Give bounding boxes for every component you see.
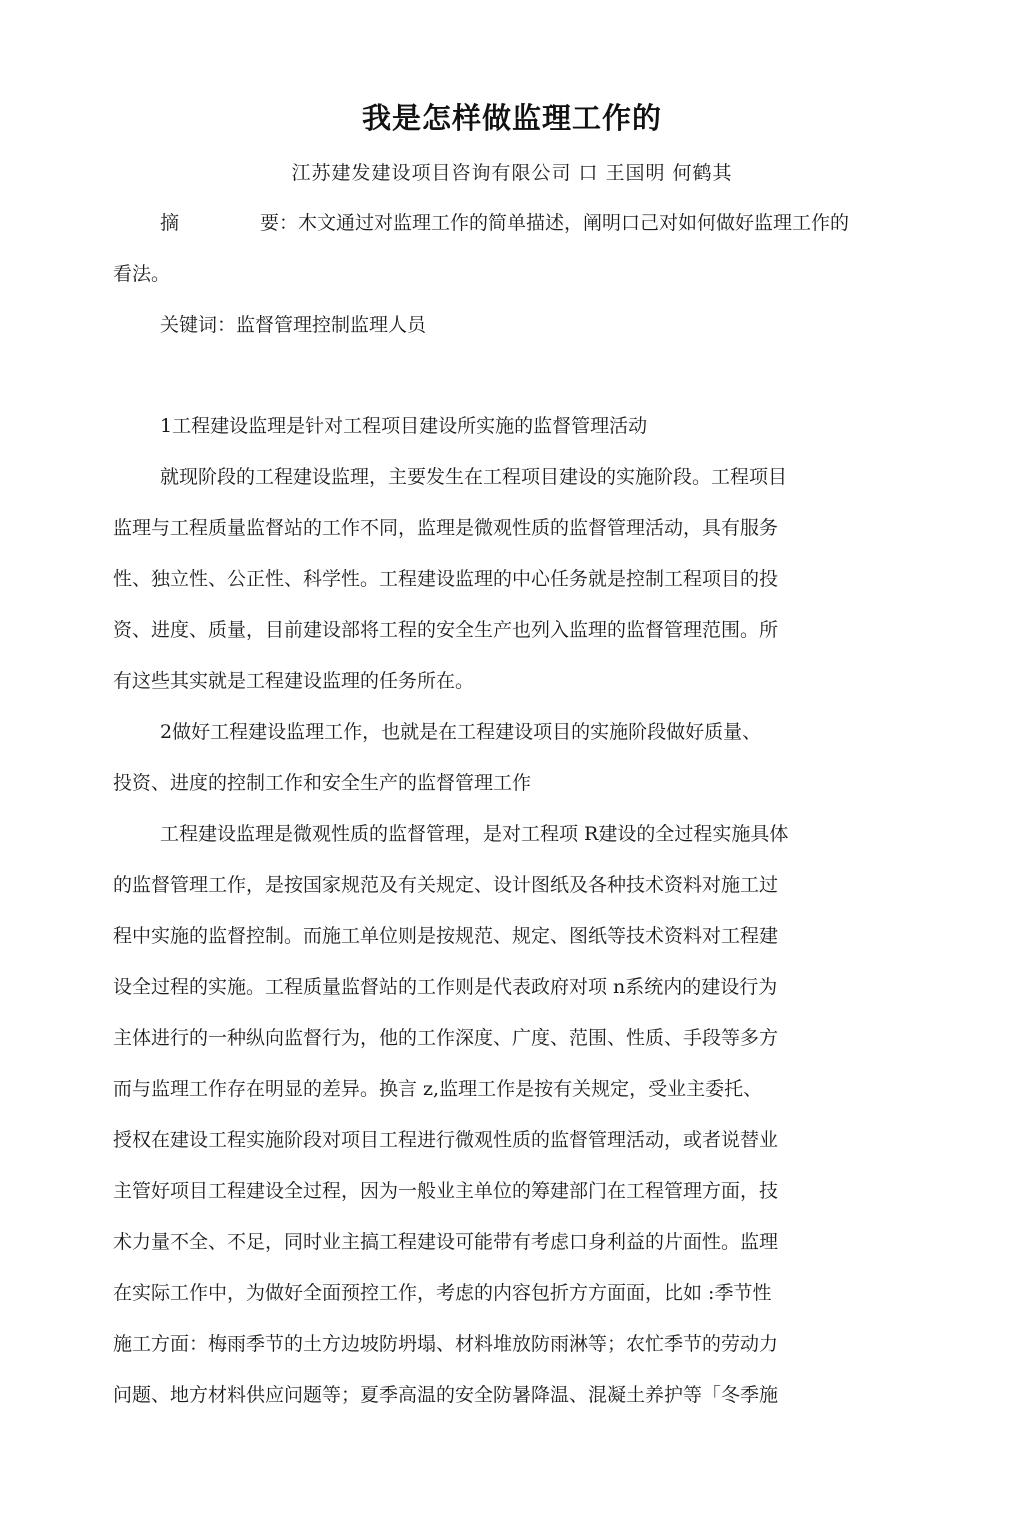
section-2-paragraph-line: 主体进行的一种纵向监督行为，他的工作深度、广度、范围、性质、手段等多方 [113, 1027, 779, 1049]
abstract-text-line-2: 看法。 [113, 263, 171, 285]
section-2-paragraph-line: 工程建设监理是微观性质的监督管理，是对工程项 R建设的全过程实施具体 [160, 823, 789, 845]
section-2-paragraph-line: 问题、地方材料供应问题等；夏季高温的安全防暑降温、混凝土养护等「冬季施 [113, 1384, 779, 1406]
abstract-text-line-1: 要：木文通过对监理工作的简单描述，阐明口己对如何做好监理工作的 [260, 212, 850, 234]
section-2-paragraph-line: 程中实施的监督控制。而施工单位则是按规范、规定、图纸等技术资料对工程建 [113, 925, 779, 947]
section-2-paragraph-line: 术力量不全、不足，同时业主搞工程建设可能带有考虑口身利益的片面性。监理 [113, 1231, 779, 1253]
author-byline: 江苏建发建设项目咨询有限公司 口 王国明 何鹤其 [291, 162, 733, 184]
abstract-label: 摘 [160, 212, 180, 234]
section-1-heading: 1工程建设监理是针对工程项目建设所实施的监督管理活动 [160, 415, 648, 437]
section-2-paragraph-line: 在实际工作中，为做好全面预控工作，考虑的内容包折方方面面，比如 :季节性 [113, 1282, 772, 1304]
section-1-paragraph-line: 有这些其实就是工程建设监理的任务所在。 [113, 670, 475, 692]
section-1-paragraph-line: 性、独立性、公正性、科学性。工程建设监理的中心任务就是控制工程项目的投 [113, 568, 779, 590]
document-title: 我是怎样做监理工作的 [361, 101, 662, 135]
section-1-paragraph-line: 资、进度、质量，目前建设部将工程的安全生产也列入监理的监督管理范围。所 [113, 619, 779, 641]
section-2-paragraph-line: 的监督管理工作，是按国家规范及有关规定、设计图纸及各种技术资料对施工过 [113, 874, 779, 896]
section-1-paragraph-line: 就现阶段的工程建设监理，主要发生在工程项目建设的实施阶段。工程项目 [160, 466, 788, 488]
keywords-line: 关键词：监督管理控制监理人员 [160, 314, 427, 336]
section-2-heading-line-1: 2做好工程建设监理工作，也就是在工程建设项目的实施阶段做好质量、 [160, 721, 762, 743]
section-2-paragraph-line: 授权在建设工程实施阶段对项目工程进行微观性质的监督管理活动，或者说替业 [113, 1129, 779, 1151]
section-2-heading-line-2: 投资、进度的控制工作和安全生产的监督管理工作 [113, 772, 532, 794]
section-2-paragraph-line: 主管好项目工程建设全过程，因为一般业主单位的筹建部门在工程管理方面，技 [113, 1180, 779, 1202]
section-2-paragraph-line: 设全过程的实施。工程质量监督站的工作则是代表政府对项 n系统内的建设行为 [113, 976, 778, 998]
section-2-paragraph-line: 而与监理工作存在明显的差异。换言 z,监理工作是按有关规定，受业主委托、 [113, 1078, 763, 1100]
section-1-paragraph-line: 监理与工程质量监督站的工作不同，监理是微观性质的监督管理活动，具有服务 [113, 517, 779, 539]
section-2-paragraph-line: 施工方面：梅雨季节的土方边坡防坍塌、材料堆放防雨淋等；农忙季节的劳动力 [113, 1333, 779, 1355]
